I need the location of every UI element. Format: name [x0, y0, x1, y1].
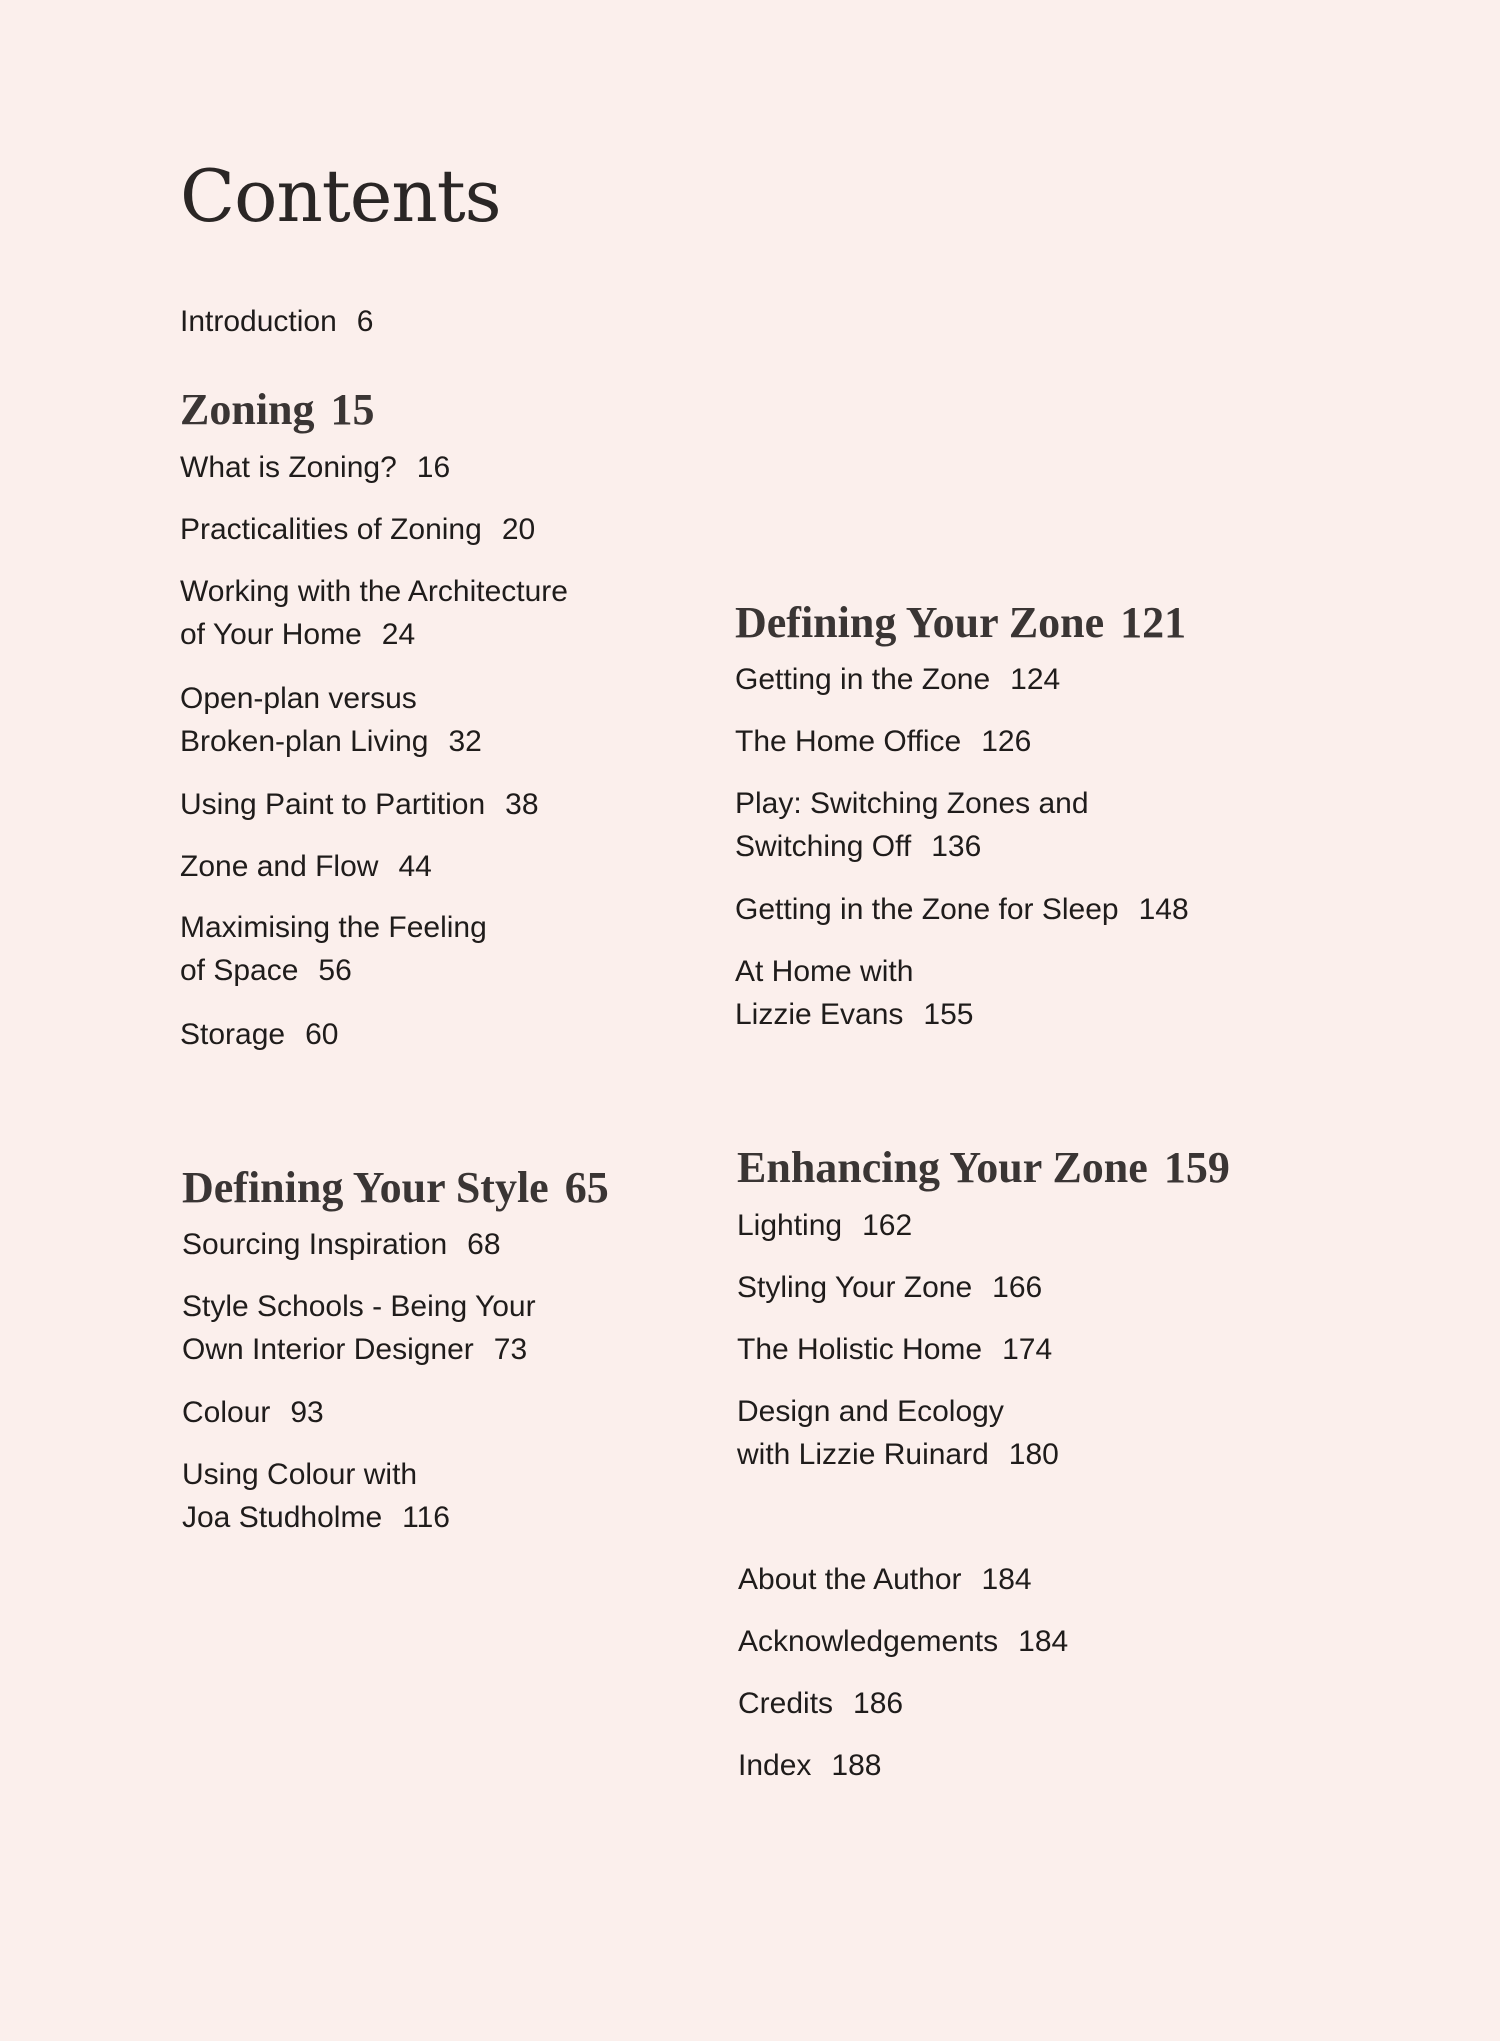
toc-entry-label: Credits: [738, 1687, 834, 1720]
toc-entry-page: 126: [981, 725, 1032, 758]
toc-entry-label: The Holistic Home: [737, 1333, 983, 1366]
toc-entry-page: 184: [1018, 1625, 1069, 1658]
toc-entry-about-the-author: [738, 1558, 1032, 1601]
toc-entry-label: Open-plan versus: [180, 682, 417, 715]
toc-entry-page: 184: [981, 1563, 1032, 1596]
toc-entry-credits: [738, 1682, 903, 1725]
section-page: 65: [564, 1163, 609, 1212]
toc-entry-label: Zone and Flow: [180, 850, 379, 883]
toc-entry-label: Index: [738, 1749, 812, 1782]
toc-entry-label: At Home with: [735, 955, 914, 988]
toc-entry-label: Switching Off: [735, 830, 912, 863]
toc-entry-page: 20: [501, 513, 536, 546]
toc-entry-label: Practicalities of Zoning: [180, 513, 482, 546]
toc-entry: [182, 1285, 536, 1371]
section-page: 159: [1163, 1143, 1230, 1192]
toc-entry: [735, 782, 1089, 868]
toc-entry: [180, 570, 568, 656]
toc-entry-page: 174: [1002, 1333, 1053, 1366]
toc-entry: [180, 508, 535, 551]
toc-entry-page: 93: [290, 1396, 324, 1429]
toc-entry-label: Getting in the Zone for Sleep: [735, 893, 1119, 926]
toc-entry-page: 6: [356, 305, 374, 338]
toc-entry-page: 60: [305, 1018, 339, 1051]
toc-entry-page: 68: [467, 1228, 501, 1261]
toc-entry-label: Own Interior Designer: [182, 1333, 474, 1366]
section-page: 15: [330, 385, 375, 434]
toc-entry-label: Using Paint to Partition: [180, 788, 486, 821]
toc-entry-label: Broken-plan Living: [180, 725, 429, 758]
toc-entry-page: 166: [992, 1271, 1043, 1304]
toc-entry-label: Getting in the Zone: [735, 663, 991, 696]
toc-entry-label: Style Schools - Being Your: [182, 1290, 536, 1323]
toc-entry: [737, 1390, 1059, 1476]
section-title: Enhancing Your Zone: [737, 1143, 1148, 1192]
toc-entry-label: Working with the Architecture: [180, 575, 568, 608]
toc-entry: [735, 720, 1031, 763]
section-heading-defining-your-zone: [735, 598, 1186, 648]
toc-entry: [737, 1266, 1042, 1309]
toc-entry: [737, 1204, 912, 1247]
section-heading-defining-your-style: [182, 1163, 609, 1213]
toc-entry: [180, 906, 487, 992]
toc-entry-page: 155: [923, 998, 974, 1031]
toc-entry-index: [738, 1744, 881, 1787]
toc-entry-label: Styling Your Zone: [737, 1271, 973, 1304]
toc-entry-page: 32: [448, 725, 482, 758]
toc-entry-page: 56: [318, 954, 352, 987]
toc-entry-page: 38: [505, 788, 539, 821]
toc-entry-label: Sourcing Inspiration: [182, 1228, 448, 1261]
toc-entry-label: of Your Home: [180, 618, 362, 651]
toc-entry-label: with Lizzie Ruinard: [737, 1438, 989, 1471]
toc-entry-acknowledgements: [738, 1620, 1068, 1663]
toc-entry: [182, 1223, 501, 1266]
toc-entry: [735, 950, 973, 1036]
toc-entry: [182, 1453, 450, 1539]
toc-entry-label: Lizzie Evans: [735, 998, 904, 1031]
toc-entry-page: 186: [853, 1687, 904, 1720]
toc-entry-page: 24: [381, 618, 416, 651]
toc-entry-introduction: [180, 300, 373, 343]
section-heading-zoning: [180, 385, 375, 435]
toc-entry-label: Acknowledgements: [738, 1625, 999, 1658]
toc-entry: [182, 1391, 324, 1434]
toc-entry-label: What is Zoning?: [180, 451, 397, 484]
toc-entry-page: 44: [398, 850, 432, 883]
toc-entry-page: 180: [1008, 1438, 1059, 1471]
toc-entry-label: Play: Switching Zones and: [735, 787, 1089, 820]
toc-entry: [180, 677, 482, 763]
toc-entry: [180, 845, 432, 888]
toc-entry-label: About the Author: [738, 1563, 962, 1596]
toc-entry-label: Introduction: [180, 305, 337, 338]
toc-entry-page: 162: [862, 1209, 913, 1242]
section-title: Zoning: [180, 385, 315, 434]
toc-entry-label: Using Colour with: [182, 1458, 418, 1491]
toc-entry-label: Storage: [180, 1018, 286, 1051]
toc-entry-label: Design and Ecology: [737, 1395, 1004, 1428]
section-page: 121: [1120, 598, 1187, 647]
toc-entry: [180, 446, 450, 489]
toc-entry-page: 73: [493, 1333, 528, 1366]
toc-entry-label: The Home Office: [735, 725, 962, 758]
toc-entry-page: 136: [931, 830, 982, 863]
toc-entry-page: 16: [416, 451, 451, 484]
toc-entry: [180, 783, 539, 826]
section-title: Defining Your Style: [182, 1163, 549, 1212]
toc-entry: [180, 1013, 338, 1056]
toc-entry-page: 124: [1010, 663, 1061, 696]
toc-entry: [735, 888, 1189, 931]
page-title: Contents: [180, 154, 501, 238]
section-heading-enhancing-your-zone: [737, 1143, 1230, 1193]
toc-entry: [737, 1328, 1052, 1371]
toc-entry-label: of Space: [180, 954, 299, 987]
toc-entry-page: 116: [402, 1501, 450, 1534]
toc-entry-label: Maximising the Feeling: [180, 911, 487, 944]
toc-entry: [735, 658, 1060, 701]
toc-entry-page: 188: [831, 1749, 882, 1782]
toc-entry-label: Lighting: [737, 1209, 843, 1242]
toc-entry-page: 148: [1138, 893, 1189, 926]
toc-entry-label: Joa Studholme: [182, 1501, 383, 1534]
section-title: Defining Your Zone: [735, 598, 1105, 647]
toc-entry-label: Colour: [182, 1396, 271, 1429]
